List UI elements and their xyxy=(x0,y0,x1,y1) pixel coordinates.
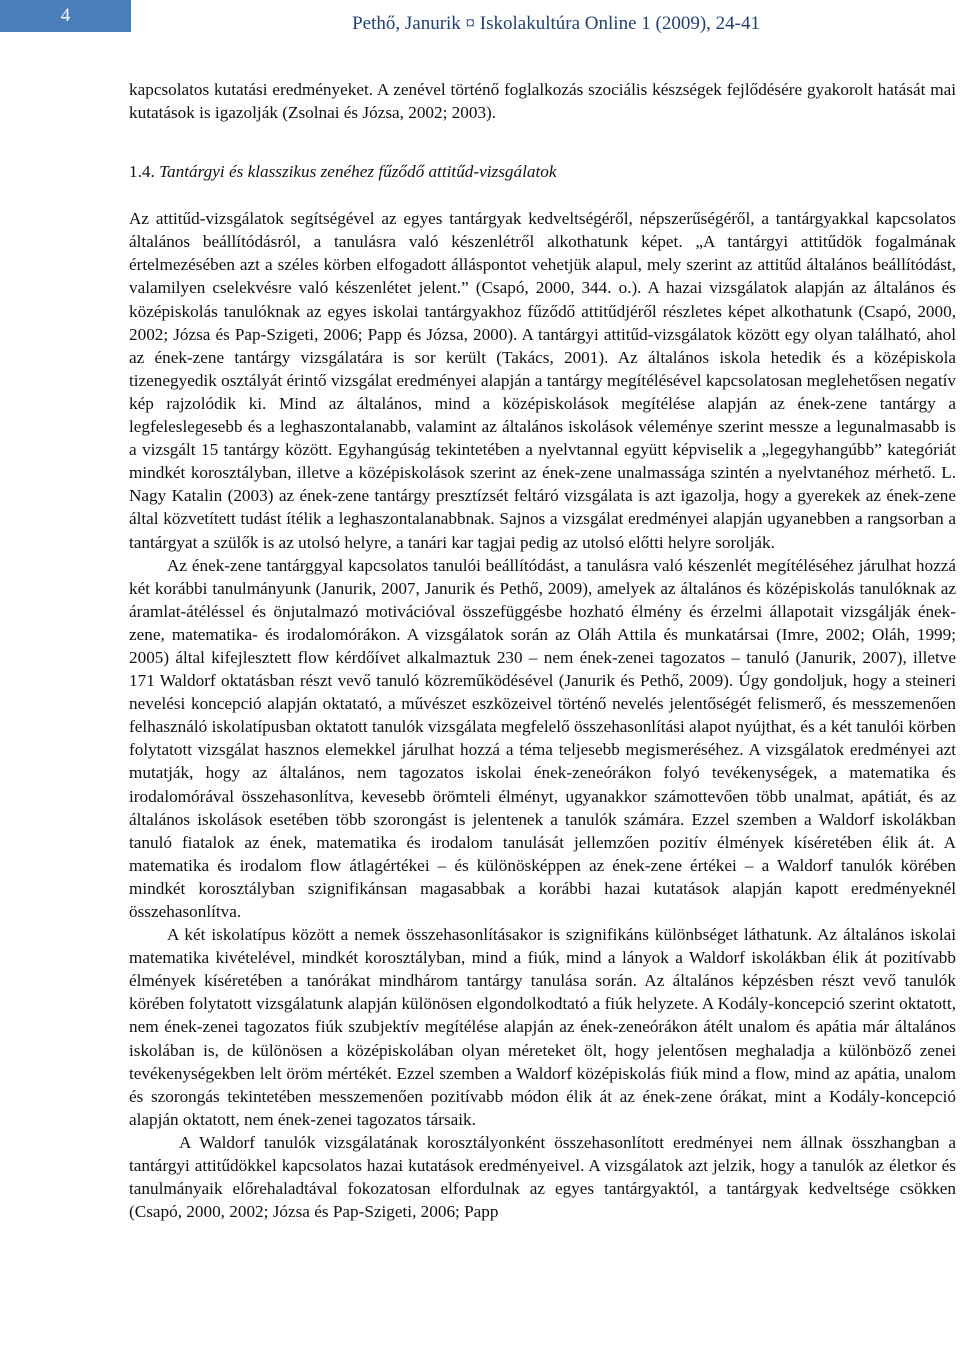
body-paragraph-1: Az attitűd-vizsgálatok segítségével az egyes tantárgyak kedveltségéről, népszerűségéről, a tantárgyakkal kapcsolatos általános beállítódásról, a tanulásra való készenlétről alkothatunk képet. „A tantárgyi attitűdök fogalmának értelmezésében azt a széles körben elfogadott álláspontot vehetjük alapul, mely szerint az attitűd általános beállítódást, valamilyen cselekvésre való készenlétet jelent.” (Csapó, 2000, 344. o.). A hazai vizsgálatok alapján az általános és középiskolás tanulóknak az egyes iskolai tantárgyakhoz fűződő attitűdjéről részletes képet alkothatunk (Csapó, 2000, 2002; Józsa és Pap-Szigeti, 2006; Papp és Józsa, 2000). A tantárgyi attitűd-vizsgálatok között egy olyan található, ahol az ének-zene tantárgy vizsgálatára is sor került (Takács, 2001). Az általános iskola hetedik és a középiskola tizenegyedik osztályát érintő vizsgálat eredményei alapján a tantárgy megítélésével kapcsolatosan meglehetősen negatív kép rajzolódik ki. Mind az általános, mind a középiskolások megítélése alapján az ének-zene tantárgy a legfeleslegesebb és a leghaszontalanabb, valamint az általános iskolások véleménye szerint messze a legunalmasabb is a vizsgált 15 tantárgy között. Egyhangúság tekintetében a nyelvtannal együtt képviselik a „legegyhangúbb” kategóriát mindkét korosztályban, illetve a középiskolások szerint az ének-zene unalmassága szintén a nyelvtanéhoz mérhető. L. Nagy Katalin (2003) az ének-zene tantárgy presztízsét feltáró vizsgálata is azt igazolja, hogy a gyerekek az ének-zene által közvetített tudást ítélik a leghaszontalanabbnak. Sajnos a vizsgálat eredményei alapján ugyanebben a rangsorban a tantárgyat a szülők is az utolsó helyre, a tanári kar tagjai pedig az utolsó előtti helyre sorolják. xyxy=(129,209,956,552)
intro-paragraph: kapcsolatos kutatási eredményeket. A zenével történő foglalkozás szociális készségek fejlődésére gyakorolt hatását mai kutatások is igazolják (Zsolnai és Józsa, 2002; 2003). xyxy=(129,80,956,123)
page-number: 4 xyxy=(0,0,131,32)
running-header: Pethő, Janurik ¤ Iskolakultúra Online 1 (2009), 24-41 xyxy=(352,13,760,34)
body-paragraph-2: Az ének-zene tantárggyal kapcsolatos tanulói beállítódást, a tanulásra való készenlét megítéléséhez járulhat hozzá két korábbi tanulmányunk (Janurik, 2007, Janurik és Pethő, 2009), amelyek az általános és középiskolás tanulóknak az áramlat-átéléssel és önjutalmazó motivációval összefüggésbe hozható élmény és érzelmi állapotait vizsgálják ének-zene, matematika- és irodalomórákon. A vizsgálatok során az Oláh Attila és munkatársai (Imre, 2002; Oláh, 1999; 2005) által kifejlesztett flow kérdőívet alkalmaztuk 230 – nem ének-zenei tagozatos – tanuló (Janurik, 2007), illetve 171 Waldorf oktatásban részt vevő tanuló közreműködésével (Janurik és Pethő, 2009). Úgy gondoljuk, hogy a steineri nevelési koncepció alapján oktatató, a művészet eszközeivel történő nevelés jelentőségét felismerő, és messzemenően felhasználó iskolatípusban oktatott tanulók vizsgálata megfelelő összehasonlítási alapot nyújthat, és a két tanulói körben folytatott vizsgálat hasznos elemekkel járulhat hozzá a téma teljesebb megismeréséhez. A vizsgálatok eredményei azt mutatják, hogy az általános, nem tagozatos iskolai ének-zeneórákon folyó tevékenységek, a matematika és irodalomórával összehasonlítva, kevesebb örömteli élményt, ugyanakkor számottevően több unalmat, apátiát, és az általános iskolások esetében több szorongást is jelentenek a tanulók számára. Ezzel szemben a Waldorf iskolákban tanuló fiatalok az ének, matematika és irodalom tanulását jellemzően pozitív élmények kíséretében élik át. A matematika és irodalom flow átlagértékei – és különösképpen az ének-zene értékei – a Waldorf tanulók körében mindkét korosztályban szignifikánsan magasabbak a korábbi hazai kutatások alapján kapott eredményeknél összehasonlítva. xyxy=(129,555,956,921)
section-heading xyxy=(129,160,956,183)
body-paragraph-4: A Waldorf tanulók vizsgálatának korosztályonként összehasonlított eredményei nem állnak összhangban a tantárgyi attitűdökkel kapcsolatos hazai kutatások eredményeivel. A vizsgálatok azt jelzik, hogy a tanulók az életkor és tanulmányaik előrehaladtával fokozatosan elfordulnak az egyes tantárgyaktól, a tantárgyak kedveltsége csökken (Csapó, 2000, 2002; Józsa és Pap-Szigeti, 2006; Papp xyxy=(129,1132,956,1222)
body-paragraph-3: A két iskolatípus között a nemek összehasonlításakor is szignifikáns különbséget láthatunk. Az általános iskolai matematika kivételével, mindkét korosztályban, mind a fiúk, mind a lányok a Waldorf iskolákban élik át pozitívabb élmények kíséretében a tanórákat mindhárom tantárgy tanulása során. Az általános képzésben részt vevő tanulók körében folytatott vizsgálatunk alapján különösen elgondolkodtató a fiúk helyzete. A Kodály-koncepció szerint oktatott, nem ének-zenei tagozatos fiúk szubjektív megítélése alapján az ének-zeneórákon átélt unalom és apátia már általános iskolában is, de különösen a középiskolában olyan méreteket ölt, hogy jelentősen meghaladja a különböző zenei tevékenységekben lelt öröm mértékét. Ezzel szemben a Waldorf középiskolás fiúk mind a flow, mind az apátia, unalom és szorongás tekintetében messzemenően pozitívabb módon élik át az ének-zene órákat, mint a Kodály-koncepció alapján oktatott, nem ének-zenei tagozatos társaik. xyxy=(129,925,956,1129)
section-title: Tantárgyi és klasszikus zenéhez fűződő attitűd-vizsgálatok xyxy=(159,162,557,182)
section-number: 1.4. xyxy=(129,162,155,182)
article-body xyxy=(129,78,956,1223)
